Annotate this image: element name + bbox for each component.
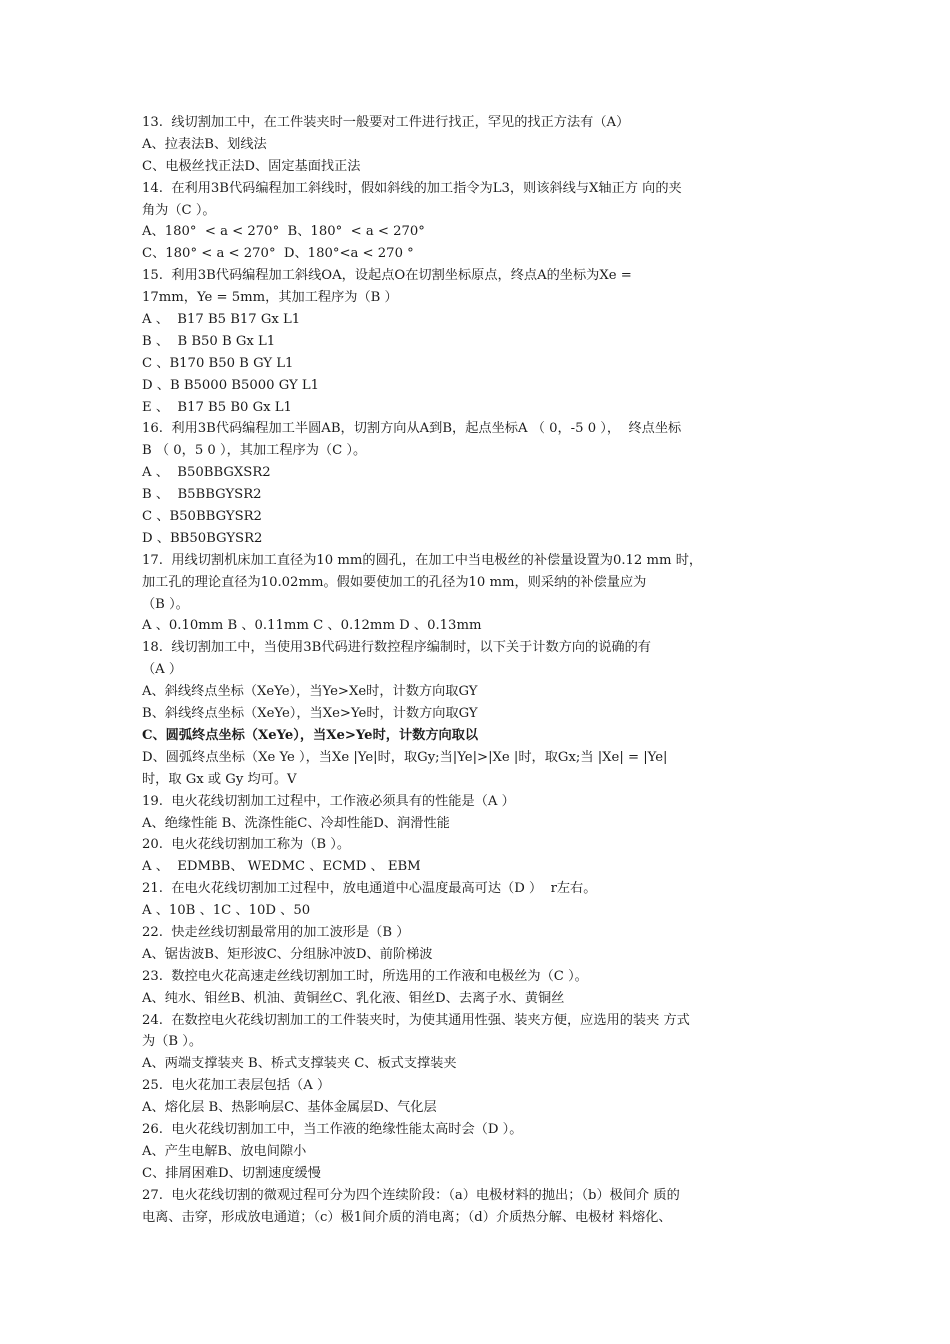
text-line: B 、 B B50 B Gx L1 xyxy=(142,333,276,349)
text-line: 27. 电火花线切割的微观过程可分为四个连续阶段：（a）电极材料的抛出；（b）极间介 质的 xyxy=(142,1187,680,1203)
text-line: A 、 B17 B5 B17 Gx L1 xyxy=(142,312,301,328)
text-line: D 、BB50BGYSR2 xyxy=(142,530,263,546)
text-line: B 、 B5BBGYSR2 xyxy=(142,487,262,503)
text-line: A、锯齿波B、矩形波C、分组脉冲波D、前阶梯波 xyxy=(142,946,433,962)
text-line: D 、B B5000 B5000 GY L1 xyxy=(142,377,320,393)
text-line: 15. 利用3B代码编程加工斜线OA，设起点O在切割坐标原点，终点A的坐标为Xe = xyxy=(142,268,632,284)
text-line: 17mm，Ye = 5mm，其加工程序为（B ） xyxy=(142,290,398,306)
text-line: 17. 用线切割机床加工直径为10 mm的圆孔，在加工中当电极丝的补偿量设置为0.12 mm 时， xyxy=(142,552,703,568)
text-line: A、两端支撑装夹 B、桥式支撑装夹 C、板式支撑装夹 xyxy=(142,1056,457,1072)
text-line: A 、0.10mm B 、0.11mm C 、0.12mm D 、0.13mm xyxy=(142,618,482,634)
text-line: C、圆弧终点坐标（XeYe），当Xe>Ye时，计数方向取以 xyxy=(142,727,479,743)
text-line: E 、 B17 B5 B0 Gx L1 xyxy=(142,399,292,415)
text-line: 26. 电火花线切割加工中，当工作液的绝缘性能太高时会（D ）。 xyxy=(142,1121,523,1137)
text-line: A、拉表法B、划线法 xyxy=(142,136,267,152)
text-line: A、熔化层 B、热影响层C、基体金属层D、气化层 xyxy=(142,1100,437,1116)
text-line: C、排屑困难D、切割速度缓慢 xyxy=(142,1165,321,1181)
text-line: 19. 电火花线切割加工过程中，工作液必须具有的性能是（A ） xyxy=(142,793,515,809)
text-line: A、180° < a < 270° B、180° < a < 270° xyxy=(142,224,425,240)
text-line: 16. 利用3B代码编程加工半圆AB，切割方向从A到B，起点坐标A （ 0，-5 0 ）， 终点坐标 xyxy=(142,421,682,437)
text-line: C、180° < a < 270° D、180°<a < 270 ° xyxy=(142,246,414,262)
text-line: 20. 电火花线切割加工称为（B ）。 xyxy=(142,837,351,853)
text-line: A、产生电解B、放电间隙小 xyxy=(142,1143,307,1159)
text-line: 21. 在电火花线切割加工过程中，放电通道中心温度最高可达（D ） r左右。 xyxy=(142,881,597,897)
text-line: A 、 B50BBGXSR2 xyxy=(142,465,271,481)
text-line: C 、B50BBGYSR2 xyxy=(142,509,262,525)
text-line: A 、10B 、1C 、10D 、50 xyxy=(142,903,311,919)
document-page xyxy=(142,112,812,1228)
text-line: B （ 0，5 0 ），其加工程序为（C ）。 xyxy=(142,443,367,459)
text-line: 25. 电火花加工表层包括（A ） xyxy=(142,1078,331,1094)
text-line: （B ）。 xyxy=(142,596,189,612)
text-line: 18. 线切割加工中，当使用3B代码进行数控程序编制时，以下关于计数方向的说确的有 xyxy=(142,640,651,656)
text-line: 角为（C ）。 xyxy=(142,202,216,218)
text-line: C、电极丝找正法D、固定基面找正法 xyxy=(142,158,361,174)
text-line: 时，取 Gx 或 Gy 均可。V xyxy=(142,771,297,787)
text-line: A、斜线终点坐标（XeYe），当Ye>Xe时，计数方向取GY xyxy=(142,684,478,700)
text-line: A、纯水、钼丝B、机油、黄铜丝C、乳化液、钼丝D、去离子水、黄铜丝 xyxy=(142,990,565,1006)
text-line: 22. 快走丝线切割最常用的加工波形是（B ） xyxy=(142,924,410,940)
text-line: A 、 EDMBB、 WEDMC 、ECMD 、 EBM xyxy=(142,859,421,875)
text-line: 13. 线切割加工中，在工件装夹时一般要对工件进行找正，罕见的找正方法有（A） xyxy=(142,115,630,130)
text-line: 23. 数控电火花高速走丝线切割加工时，所选用的工作液和电极丝为（C ）。 xyxy=(142,968,588,984)
text-line: A、绝缘性能 B、洗涤性能C、冷却性能D、润滑性能 xyxy=(142,815,450,831)
text-line: C 、B170 B50 B GY L1 xyxy=(142,355,294,371)
text-line: 为（B ）。 xyxy=(142,1034,203,1050)
text-line: 加工孔的理论直径为10.02mm。假如要使加工的孔径为10 mm，则采纳的补偿量应为 xyxy=(142,574,647,590)
text-line: B、斜线终点坐标（XeYe），当Xe>Ye时，计数方向取GY xyxy=(142,706,478,722)
text-line: D、圆弧终点坐标（Xe Ye ），当Xe |Ye|时，取Gy;当|Ye|>|Xe |时，取Gx;当 |Xe| = |Ye| xyxy=(142,749,668,765)
text-line: 14. 在利用3B代码编程加工斜线时，假如斜线的加工指令为L3，则该斜线与X轴正方 向的夹 xyxy=(142,180,682,196)
text-line: （A ） xyxy=(142,662,183,678)
text-line: 电离、击穿，形成放电通道；（c）极1间介质的消电离；（d）介质热分解、电极材 料熔化、 xyxy=(142,1209,672,1225)
text-line: 24. 在数控电火花线切割加工的工件装夹时，为使其通用性强、装夹方便，应选用的装夹 方式 xyxy=(142,1012,690,1028)
